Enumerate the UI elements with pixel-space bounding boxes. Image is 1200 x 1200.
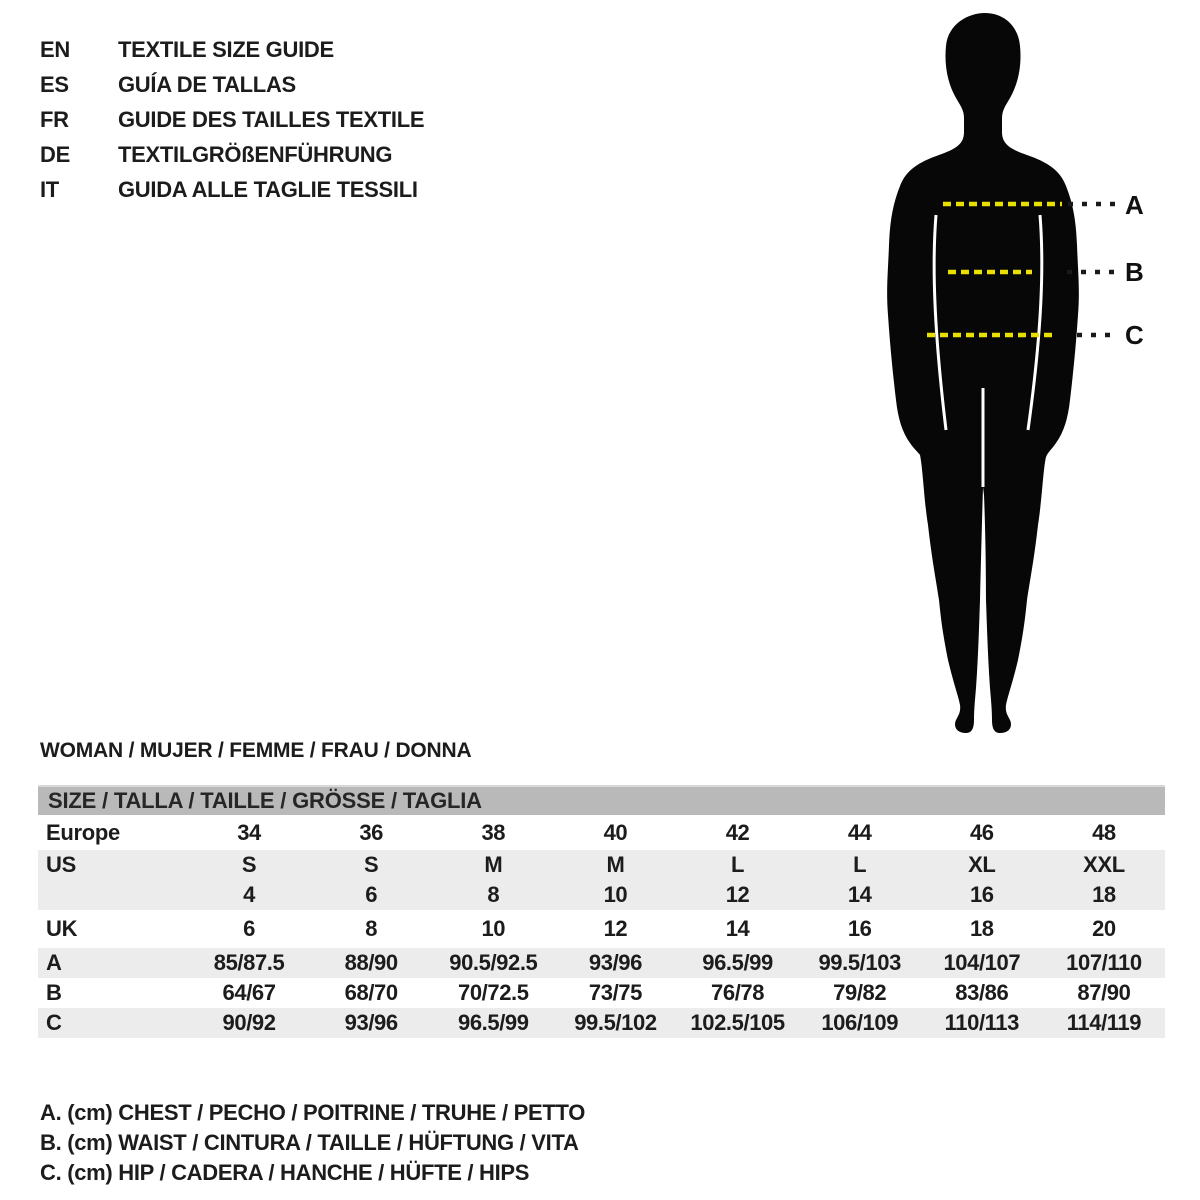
size-cell: 12 xyxy=(603,916,628,941)
table-row-us-numbers xyxy=(38,880,1165,910)
language-list xyxy=(40,32,424,207)
size-cell: 48 xyxy=(1092,819,1116,845)
size-cell: 10 xyxy=(481,916,506,941)
lang-code: DE xyxy=(40,141,70,167)
size-cell: 18 xyxy=(1092,882,1116,907)
size-cell: 16 xyxy=(969,882,994,907)
size-cell: 8 xyxy=(487,882,500,907)
size-cell: 20 xyxy=(1092,916,1116,941)
size-cell: 46 xyxy=(969,819,994,845)
lang-row-es xyxy=(40,67,424,102)
measure-cell: 99.5/103 xyxy=(818,950,901,975)
row-label: A xyxy=(46,950,62,975)
measure-cell: 83/86 xyxy=(955,980,1009,1005)
lang-row-en xyxy=(40,32,424,67)
legend-waist: B. (cm) WAIST / CINTURA / TAILLE / HÜFTUNG / VITA xyxy=(40,1130,579,1155)
lang-title: TEXTILGRÖßENFÜHRUNG xyxy=(118,141,393,167)
size-cell: 6 xyxy=(243,916,255,941)
lang-code: IT xyxy=(40,176,59,202)
marker-label-chest: A xyxy=(1125,190,1144,220)
size-cell: 16 xyxy=(847,916,872,941)
size-cell: M xyxy=(606,852,625,877)
measure-cell: 64/67 xyxy=(222,980,276,1005)
size-cell: 44 xyxy=(847,819,872,845)
measure-cell: 73/75 xyxy=(588,980,642,1005)
lang-title: GUIDE DES TAILLES TEXTILE xyxy=(118,106,425,132)
row-label: Europe xyxy=(46,819,120,845)
size-table xyxy=(38,785,1165,1038)
measure-cell: 85/87.5 xyxy=(213,950,285,975)
size-cell: 8 xyxy=(365,916,378,941)
lang-row-de xyxy=(40,137,424,172)
row-label: C xyxy=(46,1010,62,1035)
size-cell: S xyxy=(241,852,257,877)
measurement-figure xyxy=(880,0,1200,740)
lang-title: TEXTILE SIZE GUIDE xyxy=(118,36,334,62)
measure-cell: 99.5/102 xyxy=(574,1010,657,1035)
table-row-chest xyxy=(38,948,1165,978)
row-label: B xyxy=(46,980,62,1005)
table-row-us-letters xyxy=(38,850,1165,880)
measure-cell: 90/92 xyxy=(222,1010,276,1035)
lang-code: EN xyxy=(40,36,70,62)
measure-cell: 96.5/99 xyxy=(702,950,773,975)
size-cell: XL xyxy=(968,852,996,877)
table-row-uk xyxy=(38,910,1165,948)
measure-cell: 107/110 xyxy=(1066,950,1142,975)
lang-row-it xyxy=(40,172,424,207)
size-cell: L xyxy=(731,852,745,877)
size-cell: 14 xyxy=(725,916,750,941)
measure-cell: 106/109 xyxy=(821,1010,899,1035)
size-cell: M xyxy=(484,852,503,877)
size-cell: 6 xyxy=(365,882,378,907)
measure-cell: 90.5/92.5 xyxy=(449,950,538,975)
table-row-hip xyxy=(38,1008,1165,1038)
legend-chest: A. (cm) CHEST / PECHO / POITRINE / TRUHE / PETTO xyxy=(40,1100,586,1125)
size-cell: 14 xyxy=(847,882,872,907)
measure-cell: 88/90 xyxy=(344,950,398,975)
marker-label-waist: B xyxy=(1125,257,1144,287)
measure-cell: 110/113 xyxy=(944,1010,1019,1035)
table-header xyxy=(38,785,1165,815)
size-cell: 38 xyxy=(481,819,506,845)
woman-silhouette-icon xyxy=(880,0,1200,740)
measure-legend xyxy=(40,1100,585,1190)
size-cell: S xyxy=(364,852,379,877)
measure-cell: 104/107 xyxy=(943,950,1021,975)
table-header-label: SIZE / TALLA / TAILLE / GRÖSSE / TAGLIA xyxy=(48,788,482,813)
measure-cell: 76/78 xyxy=(711,980,765,1005)
size-cell: 36 xyxy=(359,819,384,845)
measure-cell: 114/119 xyxy=(1066,1010,1142,1035)
size-cell: 18 xyxy=(969,916,994,941)
size-cell: 42 xyxy=(725,819,750,845)
lang-code: ES xyxy=(40,71,69,97)
lang-code: FR xyxy=(40,106,69,132)
measure-cell: 93/96 xyxy=(588,950,642,975)
silhouette-body-shape xyxy=(887,13,1079,733)
size-cell: 12 xyxy=(725,882,750,907)
marker-label-hip: C xyxy=(1125,320,1144,350)
size-cell: 40 xyxy=(603,819,628,845)
table-row-waist xyxy=(38,978,1165,1008)
measure-cell: 79/82 xyxy=(833,980,887,1005)
table-row-europe xyxy=(38,815,1165,850)
measure-cell: 93/96 xyxy=(344,1010,398,1035)
measure-cell: 70/72.5 xyxy=(458,980,529,1005)
size-cell: 34 xyxy=(237,819,261,845)
size-cell: 4 xyxy=(243,882,255,907)
row-label: US xyxy=(46,852,76,877)
section-title: WOMAN / MUJER / FEMME / FRAU / DONNA xyxy=(40,739,472,762)
measure-cell: 102.5/105 xyxy=(690,1010,785,1035)
size-cell: XXL xyxy=(1083,852,1125,877)
measure-cell: 87/90 xyxy=(1077,980,1131,1005)
size-cell: L xyxy=(853,852,867,877)
measure-cell: 96.5/99 xyxy=(458,1010,529,1035)
lang-title: GUÍA DE TALLAS xyxy=(118,71,296,97)
row-label: UK xyxy=(46,916,78,941)
lang-row-fr xyxy=(40,102,424,137)
measure-cell: 68/70 xyxy=(344,980,398,1005)
legend-hip: C. (cm) HIP / CADERA / HANCHE / HÜFTE / HIPS xyxy=(40,1160,530,1185)
size-cell: 10 xyxy=(603,882,628,907)
lang-title: GUIDA ALLE TAGLIE TESSILI xyxy=(118,176,418,202)
